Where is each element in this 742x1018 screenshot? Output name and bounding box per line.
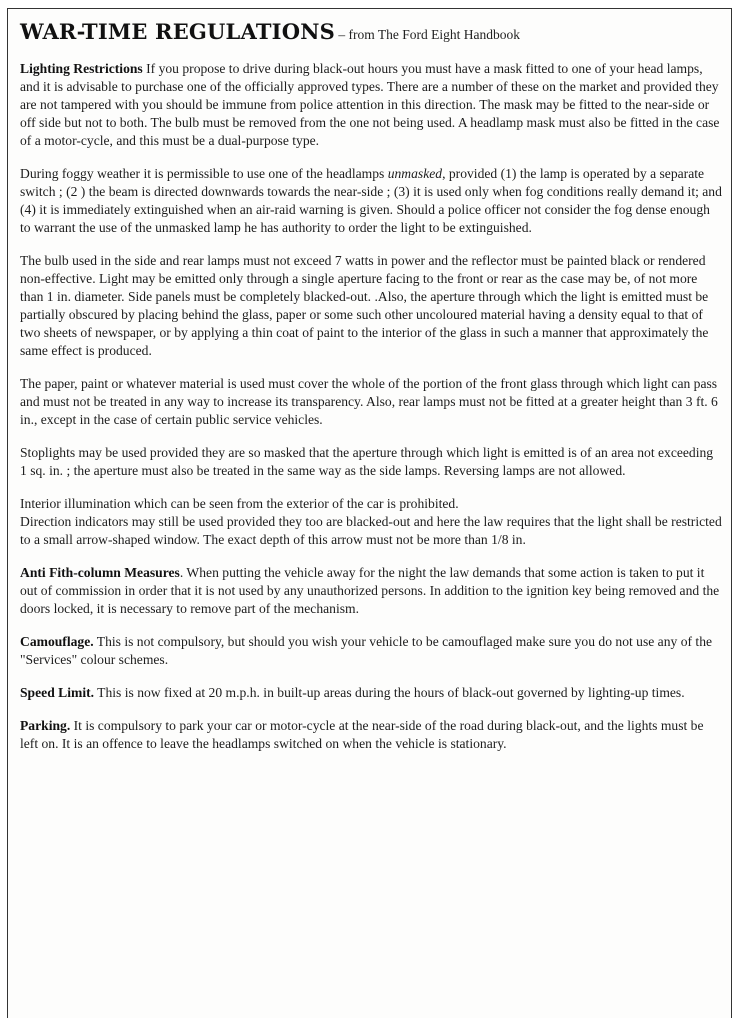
paragraph-bulb-rules — [20, 252, 722, 360]
text-parking: It is compulsory to park your car or motor-cycle at the near-side of the road during black-out, and the lights must be left on. It is an offence to leave the headlamps switched on when the vehicle is stationary. — [20, 718, 704, 751]
page-subtitle: – from The Ford Eight Handbook — [334, 27, 520, 42]
page-header — [20, 19, 722, 44]
document-content — [20, 19, 722, 768]
heading-speed-limit: Speed Limit. — [20, 685, 95, 700]
paragraph-camouflage — [20, 633, 722, 669]
text-fog-before: During foggy weather it is permissible to use one of the headlamps — [20, 166, 388, 181]
text-interior-line2: Direction indicators may still be used provided they too are blacked-out and here the law requires that the light shall be restricted to a small arrow-shaped window. The exact depth of this arrow must not be more than 1/8 in. — [20, 514, 722, 547]
text-bulb-rules: The bulb used in the side and rear lamps must not exceed 7 watts in power and the reflector must be painted black or rendered non-effective. Light may be emitted only through a single aperture facing to the front or rear as the case may be, of not more than 1 in. diameter. Side panels must be completely blacked-out. .Also, the aperture through which the light is emitted must be partially obscured by placing behind the glass, paper or some such other uncoloured material having a density equal to that of two sheets of newspaper, or by applying a thin coat of paint to the interior of the glass in such a manner that approximately the same effect is produced. — [20, 253, 709, 358]
heading-parking: Parking. — [20, 718, 71, 733]
heading-camouflage: Camouflage. — [20, 634, 94, 649]
page-title: WAR-TIME REGULATIONS — [20, 19, 335, 44]
text-fog-after: , provided (1) the lamp is operated by a separate switch ; (2 ) the beam is directed downwards towards the near-side ; (3) it is used only when fog conditions really demand it; and (4) it is immediately extinguished when an air-raid warning is given. Should a police officer not consider the fog dense enough to warrant the use of the unmasked lamp he has authority to order the light to be extinguished. — [20, 166, 722, 235]
text-interior-line1: Interior illumination which can be seen from the exterior of the car is prohibited. — [20, 496, 459, 511]
paragraph-paper-paint — [20, 375, 722, 429]
text-paper-paint: The paper, paint or whatever material is used must cover the whole of the portion of the front glass through which light can pass and must not be treated in any way to increase its transparency. Also, rear lamps must not be fitted at a greater height than 3 ft. 6 in., except in the case of certain public service vehicles. — [20, 376, 718, 427]
heading-anti-fith-column: Anti Fith-column Measures — [20, 565, 180, 580]
paragraph-speed-limit — [20, 684, 722, 702]
paragraph-parking — [20, 717, 722, 753]
paragraph-interior-illumination — [20, 495, 722, 549]
text-stoplights: Stoplights may be used provided they are so masked that the aperture through which light is emitted is of an area not exceeding 1 sq. in. ; the aperture must also be treated in the same way as the side lamps. Reversing lamps are not allowed. — [20, 445, 714, 478]
paragraph-foggy-weather — [20, 165, 722, 237]
text-anti-fith-column: . When putting the vehicle away for the night the law demands that some action is taken to put it out of commission in order that it is not used by any unauthorized persons. In addition to the ignition key being removed and the doors locked, it is necessary to remove part of the mechanism. — [20, 565, 720, 616]
text-speed-limit: This is now fixed at 20 m.p.h. in built-up areas during the hours of black-out governed by lighting-up times. — [94, 685, 685, 700]
text-fog-emphasis: unmasked — [387, 166, 443, 181]
text-lighting-restrictions: If you propose to drive during black-out hours you must have a mask fitted to one of your head lamps, and it is advisable to purchase one of the officially approved types. There are a number of these on the market and provided they are not tampered with you should be immune from police attention in this direction. The mask may be fitted to the near-side or off side but not to both. The bulb must be removed from the one not being used. A headlamp mask must also be fitted in the case of a motor-cycle, and this must be a dual-purpose type. — [20, 61, 720, 148]
paragraph-lighting-restrictions — [20, 60, 722, 150]
paragraph-anti-fith-column — [20, 564, 722, 618]
paragraph-stoplights — [20, 444, 722, 480]
text-camouflage: This is not compulsory, but should you wish your vehicle to be camouflaged make sure you do not use any of the "Services" colour schemes. — [20, 634, 713, 667]
document-page — [7, 8, 732, 1018]
heading-lighting-restrictions: Lighting Restrictions — [20, 61, 143, 76]
